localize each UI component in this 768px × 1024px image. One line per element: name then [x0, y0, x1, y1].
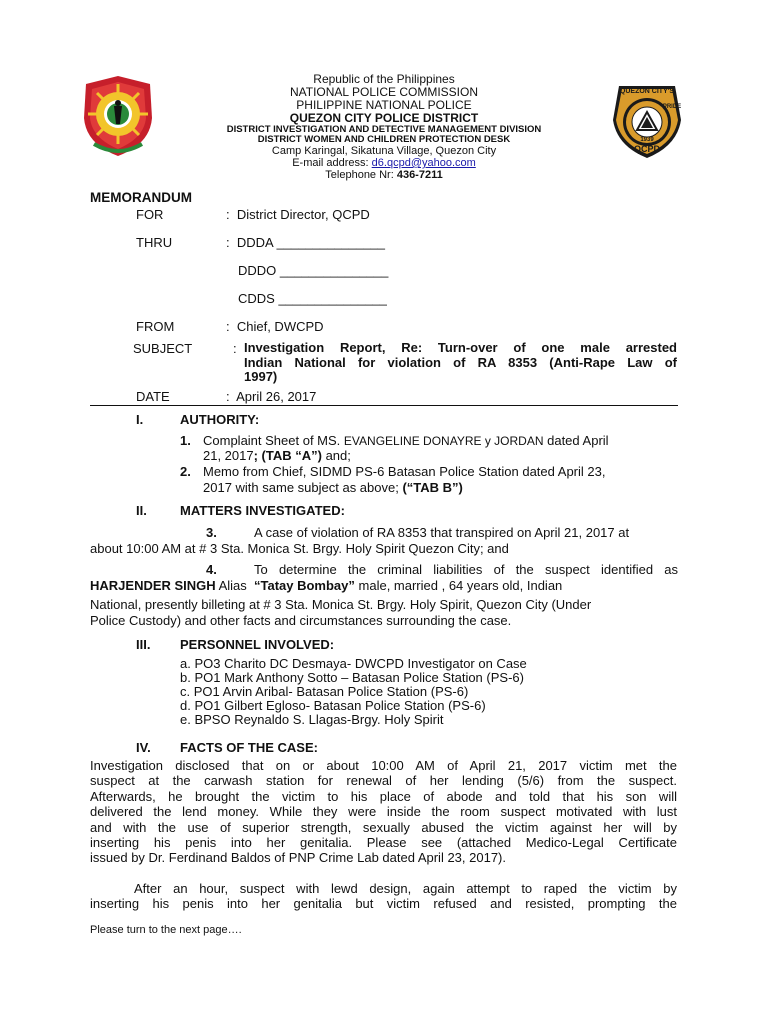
thru-dddA: DDDA _______________: [236, 235, 386, 250]
footer-next-page: Please turn to the next page….: [90, 924, 242, 936]
item1-and: and;: [321, 448, 351, 463]
email-link[interactable]: d6.qcpd@yahoo.com: [371, 157, 476, 169]
authority-item2-num: 2.: [180, 464, 191, 479]
phone-label: Telephone Nr:: [325, 169, 397, 181]
thru-cdds: CDDS _______________: [238, 291, 387, 306]
facts-num: IV.: [136, 740, 151, 755]
subject-line-2: Indian National for violation of RA 8353 (Anti-Rape Law of: [244, 354, 677, 370]
memo-divider: [90, 405, 678, 406]
matters-p4-line1: To determine the criminal liabilities of the suspect identified as: [254, 562, 678, 577]
subject-label: SUBJECT: [133, 341, 193, 356]
badge-year: 1939: [640, 137, 654, 143]
facts-p1-line: Investigation disclosed that on or about 10:00 AM of April 21, 2017 victim met the: [90, 758, 677, 773]
facts-p2-line: After an hour, suspect with lewd design, again attempt to raped the victim by: [134, 881, 677, 896]
for-row: [226, 207, 370, 222]
subject-colon: :: [233, 341, 237, 356]
matters-p3-line1: A case of violation of RA 8353 that transpired on April 21, 2017 at: [254, 525, 630, 540]
pnp-seal-icon: [80, 74, 156, 158]
from-colon: :: [226, 319, 230, 334]
qcpd-badge-logo: [607, 80, 687, 160]
matters-p4-line4: Police Custody) and other facts and circumstances surrounding the case.: [90, 613, 512, 628]
date-value: April 26, 2017: [236, 389, 317, 404]
date-colon: :: [226, 389, 230, 404]
item2-text: 2017 with same subject as above;: [203, 480, 403, 495]
from-label: FROM: [136, 319, 175, 334]
matters-p4-num: 4.: [206, 562, 217, 577]
badge-abbr: QCPD: [633, 144, 660, 154]
header-line-address: Camp Karingal, Sikatuna Village, Quezon City: [271, 145, 497, 157]
date-row: [226, 389, 316, 404]
thru-label: THRU: [136, 235, 173, 250]
item1-text-a: Complaint Sheet of MS.: [203, 433, 344, 448]
facts-paragraph-2: [90, 881, 677, 912]
matters-p3-line2: about 10:00 AM at # 3 Sta. Monica St. Brgy. Holy Spirit Quezon City; and: [90, 541, 509, 556]
personnel-item: b. PO1 Mark Anthony Sotto – Batasan Police Station (PS-6): [180, 670, 524, 685]
badge-top-text: QUEZON CITY'S: [619, 88, 675, 95]
authority-item1-line1: [203, 433, 678, 448]
header-line-qcpd: QUEZON CITY POLICE DISTRICT: [289, 111, 479, 125]
thru-colon: :: [226, 235, 230, 250]
memo-title: MEMORANDUM: [90, 190, 192, 205]
facts-p1-line: inserting his penis into her genitalia. Please see (attached Medico-Legal Certificate: [90, 835, 677, 851]
header-phone: [150, 169, 618, 181]
pnp-seal-logo: [80, 74, 156, 158]
item1-text-c: dated April: [543, 433, 609, 448]
item1-complainant: EVANGELINE DONAYRE y JORDAN: [343, 434, 544, 448]
suspect-details: male, married , 64 years old, Indian: [354, 578, 563, 593]
matters-p3-num: 3.: [206, 525, 217, 540]
header-line-napolcom: NATIONAL POLICE COMMISSION: [289, 85, 479, 99]
matters-p4-line2: [90, 578, 562, 593]
facts-p1-line: and with the use of superior strength, sexually abused the victim against her will by: [90, 819, 677, 835]
matters-num: II.: [136, 503, 147, 518]
badge-pride-text: PRIDE: [662, 104, 682, 110]
item2-tab-b: (“TAB B”): [402, 480, 463, 495]
for-label: FOR: [136, 207, 164, 222]
item1-date: 21, 2017: [203, 448, 254, 463]
authority-item1-line2: [203, 448, 351, 463]
personnel-item: a. PO3 Charito DC Desmaya- DWCPD Investigator on Case: [180, 656, 527, 671]
facts-p1-line: Afterwards, he brought the victim to his place of abode and told that his son will: [90, 788, 677, 804]
header-line-republic: Republic of the Philippines: [313, 72, 455, 86]
authority-item2-line2: [203, 480, 463, 495]
facts-p1-line: delivered the lend money. While they were inside the room suspect motivated with lust: [90, 804, 677, 820]
matters-p4-line3: National, presently billeting at # 3 Sta. Monica St. Brgy. Holy Spirit, Quezon City (Under: [90, 597, 592, 612]
phone-number: 436-7211: [396, 169, 443, 181]
facts-p2-line: inserting his penis into her genitalia but victim refused and resisted, prompting the: [90, 896, 677, 912]
item1-tab-a: ; (TAB “A”): [253, 448, 322, 463]
date-label: DATE: [136, 389, 170, 404]
facts-p1-line: suspect at the carwash station for renewal of her lending (5/6) from the suspect.: [90, 773, 677, 789]
authority-num: I.: [136, 412, 144, 427]
matters-title: MATTERS INVESTIGATED:: [180, 503, 345, 518]
from-row: [226, 319, 324, 334]
header-line-pnp: PHILIPPINE NATIONAL POLICE: [296, 98, 472, 112]
authority-item2-line1: Memo from Chief, SIDMD PS-6 Batasan Police Station dated April 23,: [203, 464, 606, 479]
subject-line-1: Investigation Report, Re: Turn-over of one male arrested: [244, 340, 677, 355]
personnel-title: PERSONNEL INVOLVED:: [180, 637, 335, 652]
facts-paragraph-1: [90, 758, 677, 866]
facts-title: FACTS OF THE CASE:: [180, 740, 318, 755]
for-value: District Director, QCPD: [236, 207, 370, 222]
personnel-item: e. BPSO Reynaldo S. Llagas-Brgy. Holy Spirit: [180, 712, 444, 727]
for-colon: :: [226, 207, 230, 222]
header-line-didmd: DISTRICT INVESTIGATION AND DETECTIVE MANAGEMENT DIVISION: [226, 124, 542, 135]
alias-word: Alias: [215, 578, 251, 593]
suspect-alias: “Tatay Bombay”: [254, 578, 355, 593]
personnel-item: c. PO1 Arvin Aribal- Batasan Police Station (PS-6): [180, 684, 469, 699]
thru-dddo: DDDO _______________: [238, 263, 389, 278]
thru-row-1: [226, 235, 385, 250]
personnel-num: III.: [136, 637, 151, 652]
header-line-dwcpd: DISTRICT WOMEN AND CHILDREN PROTECTION DESK: [257, 134, 511, 145]
authority-title: AUTHORITY:: [180, 412, 260, 427]
personnel-item: d. PO1 Gilbert Egloso- Batasan Police Station (PS-6): [180, 698, 486, 713]
from-value: Chief, DWCPD: [236, 319, 324, 334]
email-label: E-mail address:: [292, 157, 372, 169]
authority-item1-num: 1.: [180, 433, 191, 448]
facts-p1-line: issued by Dr. Ferdinand Baldos of PNP Crime Lab dated April 23, 2017).: [90, 850, 506, 866]
suspect-name: HARJENDER SINGH: [90, 578, 216, 593]
letterhead: [150, 73, 618, 181]
personnel-list: [180, 657, 527, 727]
subject-value: [244, 341, 677, 385]
header-email: [150, 157, 618, 169]
subject-line-3: 1997): [244, 369, 278, 384]
